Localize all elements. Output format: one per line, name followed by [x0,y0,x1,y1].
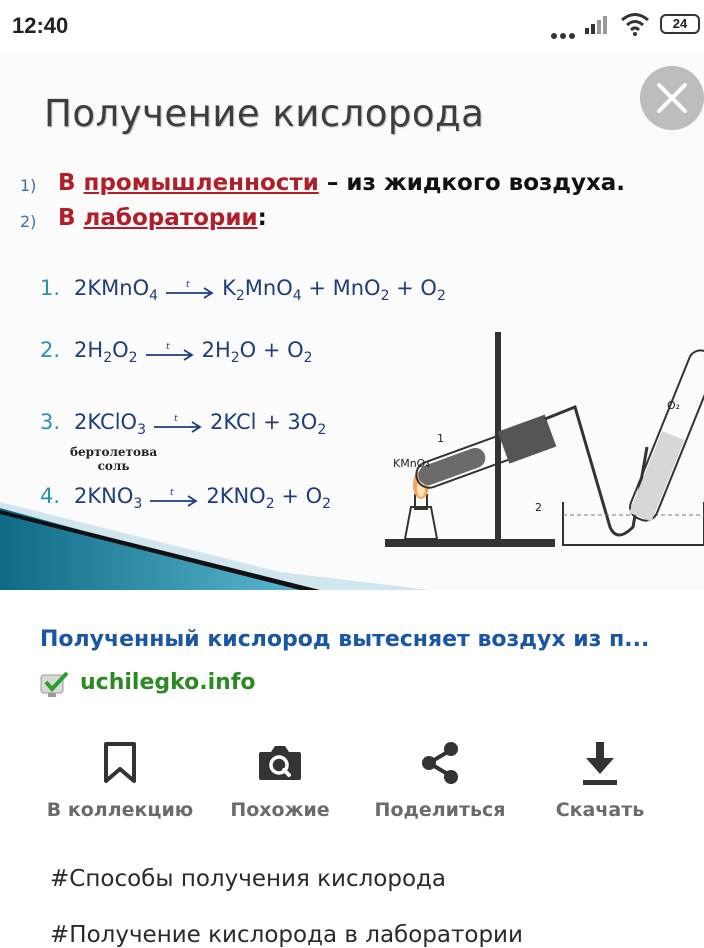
formula-part: + MnO [301,276,381,300]
heating-arrow-icon [164,278,216,300]
lab-apparatus-illustration [385,327,704,557]
formula-part: 2 [436,288,446,305]
slide-title: Получение кислорода [44,92,485,135]
formula-part: 3 [133,496,143,513]
wifi-icon [620,12,650,36]
status-bar [0,0,704,52]
equation-1 [40,276,446,304]
arrow-label: t [170,488,174,498]
battery-indicator: 24 [660,14,700,34]
share-icon [419,741,461,785]
similar-images-button[interactable] [200,735,360,821]
formula-part: 2 [303,350,313,367]
tag-link[interactable]: #Получение кислорода в лаборатории [50,922,523,948]
bullet-link-industry: промышленности [83,170,319,196]
bullet-number: 2) [20,212,37,231]
formula-part: + O [389,276,437,300]
equation-number: 2. [40,338,61,362]
action-label: Скачать [555,799,645,821]
formula-part: 2KCl + 3O [209,410,318,434]
bullet-number: 1) [20,176,37,195]
equation-number: 3. [40,410,61,434]
formula-part: 3 [137,422,146,439]
formula-part: 2KNO [206,484,266,508]
slide-image[interactable] [0,52,704,590]
formula-part: 2H [74,338,104,362]
apparatus-label: 2 [535,501,542,514]
arrow-label: t [173,414,178,424]
action-label: В коллекцию [46,799,194,821]
formula-part: 2KNO [74,484,134,508]
formula-part: 2 [230,350,240,367]
formula-part: 2 [265,496,275,513]
heating-arrow-icon [152,412,204,434]
formula-part: 4 [149,288,159,305]
bookmark-icon [102,741,138,785]
bullet-suffix: : [257,205,267,231]
close-icon [656,82,688,114]
share-button[interactable] [360,735,520,821]
formula-part: K [222,276,236,300]
bertholet-salt-note [70,445,157,473]
arrow-label: t [165,342,170,352]
bullet-industry [58,170,625,196]
slide-decoration [0,502,430,590]
heating-arrow-icon [144,340,196,362]
equation-number: 1. [40,276,61,300]
note-line: бертолетова [70,445,158,459]
formula-part: O [112,338,129,362]
add-to-collection-button[interactable] [40,735,200,821]
bullet-prefix: В [58,205,76,231]
camera-search-icon [257,744,303,782]
formula-part: 2 [322,496,332,513]
formula-part: 2 [103,350,113,367]
action-label: Похожие [230,799,330,821]
formula-part: 2KClO [74,410,138,434]
equation-3 [40,410,326,438]
action-bar [0,735,704,835]
equation-number: 4. [40,484,61,508]
formula-part: 4 [292,288,302,305]
formula-part: 2 [380,288,390,305]
formula-part: 2H [201,338,231,362]
formula-part: + O [274,484,323,508]
action-label: Поделиться [374,799,506,821]
tag-link[interactable]: #Способы получения кислорода [50,866,447,892]
equation-2 [40,338,313,366]
apparatus-label: 1 [437,432,444,445]
download-icon [581,740,619,786]
bullet-suffix: – из жидкого воздуха. [318,170,626,196]
apparatus-label: O₂ [667,399,681,412]
formula-part: 2 [235,288,245,305]
signal-icon [585,14,611,34]
bullet-prefix: В [58,170,76,196]
formula-part: MnO [244,276,293,300]
status-time: 12:40 [12,13,69,38]
source-domain[interactable]: uchilegko.info [80,670,256,695]
apparatus-label: KMnO₄ [393,457,430,470]
formula-part: 2KMnO [74,276,150,300]
result-caption[interactable]: Полученный кислород вытесняет воздух из п... [40,627,650,652]
note-line: соль [97,459,130,473]
more-notifications-icon [551,24,578,43]
formula-part: 2 [317,422,327,439]
bullet-laboratory [58,205,267,231]
close-button[interactable] [640,66,704,130]
verified-site-icon [40,672,70,700]
formula-part: O + O [239,338,304,362]
arrow-label: t [186,280,190,290]
formula-part: 2 [128,350,138,367]
download-button[interactable] [520,735,680,821]
bullet-link-laboratory: лаборатории [83,205,258,231]
